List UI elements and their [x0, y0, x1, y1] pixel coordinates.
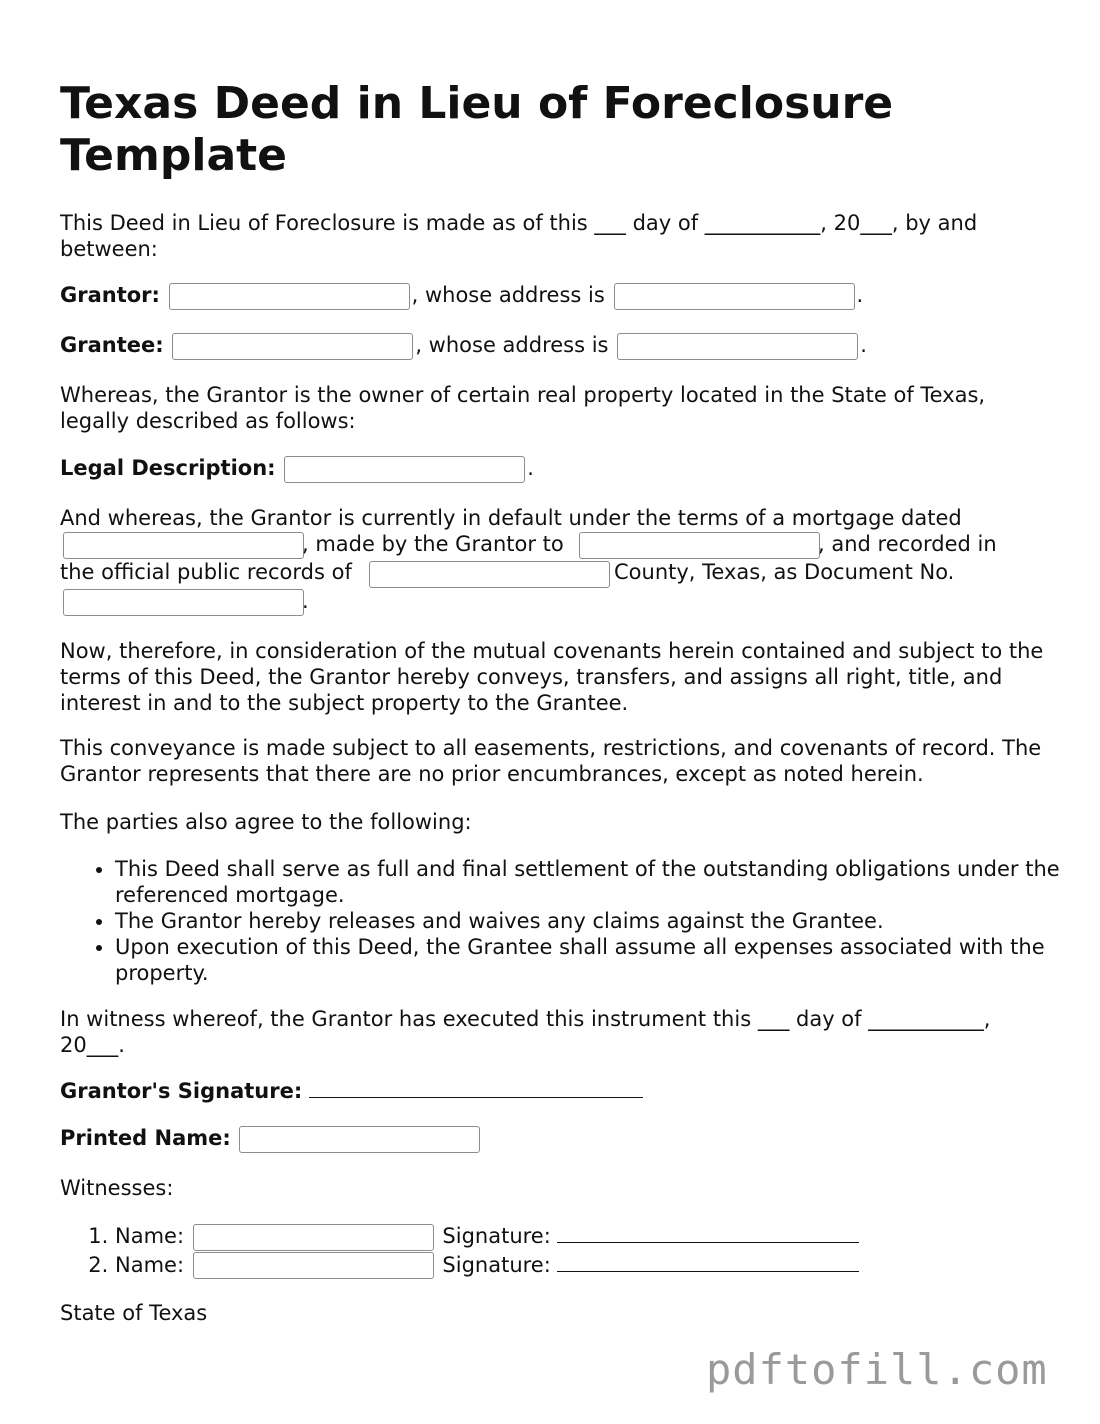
- grantee-address-input[interactable]: [617, 333, 858, 360]
- witness-whereof-paragraph: In witness whereof, the Grantor has executed this instrument this ___ day of ___________, 20___.: [60, 1007, 991, 1057]
- witness-signature-label: Signature:: [442, 1224, 551, 1248]
- witness-name-label: Name:: [115, 1252, 185, 1277]
- state-of-texas-text: State of Texas: [60, 1301, 208, 1325]
- witness-signature-label: Signature:: [442, 1252, 551, 1277]
- made-by-text: , made by the Grantor to: [302, 532, 564, 556]
- agreement-item: • Upon execution of this Deed, the Grantee shall assume all expenses associated with the property.: [115, 934, 1100, 986]
- mortgage-lender-input[interactable]: [579, 532, 820, 559]
- county-input[interactable]: [369, 561, 610, 588]
- witness-name-label: Name:: [115, 1224, 185, 1248]
- now-therefore-paragraph: Now, therefore, in consideration of the mutual covenants herein contained and subject to the terms of this Deed, the Grantor hereby conveys, transfers, and assigns all right, title, and interest in and to the subject property to the Grantee.: [60, 639, 1044, 715]
- mortgage-date-input[interactable]: [63, 532, 304, 559]
- grantor-period: .: [856, 283, 864, 307]
- grantor-signature-line[interactable]: [309, 1077, 643, 1098]
- grantee-row: [60, 332, 867, 360]
- witness-row: [115, 1222, 859, 1251]
- witness-2-name-input[interactable]: [193, 1252, 434, 1279]
- document-title: Texas Deed in Lieu of Foreclosure Template: [60, 78, 894, 181]
- watermark: pdftofill.com: [706, 1345, 1048, 1394]
- agreement-item: • This Deed shall serve as full and final settlement of the outstanding obligations under the referenced mortgage.: [115, 856, 1100, 908]
- grantor-signature-row: [60, 1077, 643, 1104]
- agreement-list: [60, 856, 1100, 986]
- grantee-label: Grantee:: [60, 333, 164, 357]
- conveyance-paragraph: This conveyance is made subject to all easements, restrictions, and covenants of record. The Grantor represents that there are no prior encumbrances, except as noted herein.: [60, 736, 1042, 786]
- document-number-input[interactable]: [63, 589, 304, 616]
- legal-description-input[interactable]: [284, 456, 525, 483]
- grantor-label: Grantor:: [60, 283, 160, 307]
- grantor-row: [60, 282, 863, 310]
- county-document-text: County, Texas, as Document No.: [614, 560, 955, 584]
- legal-description-period: .: [527, 456, 534, 480]
- parties-agree-text: The parties also agree to the following:: [60, 810, 472, 834]
- records-of-text: the official public records of: [60, 560, 352, 584]
- whereas-owner-paragraph: Whereas, the Grantor is the owner of certain real property located in the State of Texas, legally described as follows:: [60, 383, 986, 433]
- grantee-name-input[interactable]: [172, 333, 413, 360]
- grantee-period: .: [860, 333, 867, 357]
- witness-1-signature-line[interactable]: [557, 1222, 859, 1243]
- recorded-in-text: , and recorded in: [818, 532, 997, 556]
- printed-name-input[interactable]: [239, 1126, 480, 1153]
- mortgage-period: .: [302, 589, 309, 613]
- witnesses-label: Witnesses:: [60, 1176, 174, 1200]
- witness-2-signature-line[interactable]: [557, 1251, 859, 1272]
- grantor-address-text: , whose address is: [411, 283, 605, 307]
- witness-list: [60, 1222, 859, 1279]
- agreement-item: • The Grantor hereby releases and waives any claims against the Grantee.: [115, 908, 1100, 934]
- intro-paragraph: This Deed in Lieu of Foreclosure is made as of this ___ day of ___________, 20___, by and between:: [60, 211, 978, 261]
- witness-1-name-input[interactable]: [193, 1224, 434, 1251]
- grantor-name-input[interactable]: [169, 283, 410, 310]
- printed-name-row: [60, 1125, 482, 1153]
- legal-description-label: Legal Description:: [60, 456, 276, 480]
- witness-row: [115, 1251, 859, 1280]
- grantor-address-input[interactable]: [614, 283, 855, 310]
- mortgage-lead-text: And whereas, the Grantor is currently in default under the terms of a mortgage dated: [60, 506, 962, 530]
- legal-description-row: [60, 455, 534, 483]
- grantee-address-text: , whose address is: [415, 333, 609, 357]
- printed-name-label: Printed Name:: [60, 1126, 231, 1150]
- grantor-signature-label: Grantor's Signature:: [60, 1079, 303, 1103]
